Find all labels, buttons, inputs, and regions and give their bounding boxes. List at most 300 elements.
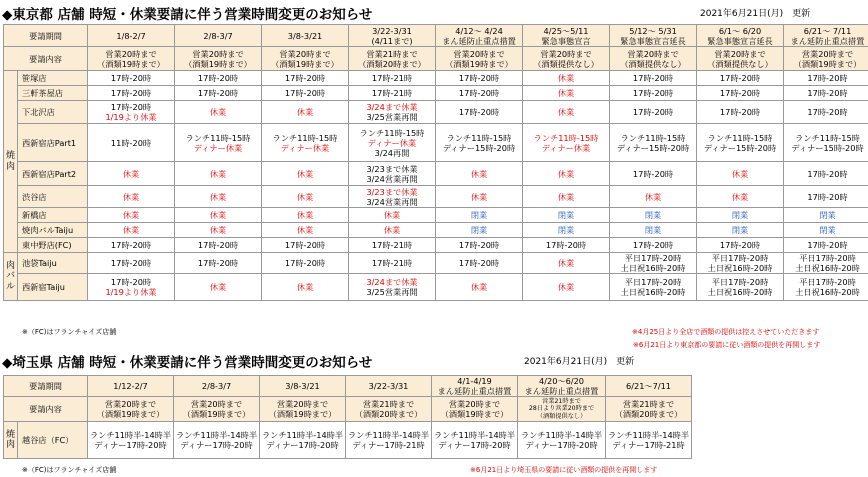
tokyo-schedule-line: 土日祝16時-20時 <box>707 263 773 273</box>
tokyo-content-label: 要請内容 <box>4 47 88 71</box>
tokyo-schedule-line: 17時-20時 <box>458 240 500 250</box>
tokyo-schedule-line: 閉業 <box>470 225 488 235</box>
tokyo-note-alcohol-resume: ※6月21日より東京都の要請に従い酒類の提供を再開します <box>633 341 821 349</box>
saitama-content-cell <box>432 397 518 422</box>
tokyo-schedule-cell <box>88 274 175 301</box>
text-line: ランチ11時半-14時半 <box>433 430 516 440</box>
text-line: 6/21～7/11 <box>626 381 671 391</box>
tokyo-schedule-line: 3/24まで休業 <box>366 277 418 287</box>
saitama-period-cell <box>432 376 518 397</box>
tokyo-period-row <box>4 25 868 47</box>
tokyo-schedule-line: 17時-20時 <box>197 88 239 98</box>
tokyo-schedule-line: ディナー15時-20時 <box>791 142 864 153</box>
tokyo-schedule-line: ランチ11時-15時 <box>795 132 860 143</box>
tokyo-schedule-line: 休業 <box>296 168 314 179</box>
text-line: ル <box>5 281 15 292</box>
tokyo-schedule-line: 休業 <box>731 168 749 179</box>
tokyo-schedule-line: 3/25営業再開 <box>366 112 418 122</box>
tokyo-store-name: 西新宿Taiju <box>18 274 88 301</box>
tokyo-schedule-cell <box>610 208 697 223</box>
text-line: 1/12-2/7 <box>113 381 148 391</box>
tokyo-schedule-line: 平日17時-20時 <box>624 277 682 287</box>
tokyo-schedule-cell <box>349 274 436 301</box>
saitama-updated-date: 2021年6月21日(月) 更新 <box>524 357 635 367</box>
tokyo-schedule-cell <box>523 124 610 162</box>
text-line: 営業20時まで <box>279 48 331 59</box>
tokyo-schedule-cell <box>262 124 349 162</box>
tokyo-schedule-cell <box>262 238 349 253</box>
tokyo-schedule-line: 休業 <box>209 210 227 220</box>
tokyo-schedule-line: ディナー休業 <box>367 137 417 148</box>
tokyo-schedule-cell <box>436 208 523 223</box>
text-line: ランチ11時半-14時半 <box>89 430 172 440</box>
text-line: （酒類19時まで） <box>184 58 252 69</box>
text-line: 3/8-3/21 <box>287 30 323 41</box>
saitama-content-cell <box>518 397 606 422</box>
tokyo-schedule-cell <box>697 124 784 162</box>
tokyo-schedule-cell <box>262 253 349 274</box>
tokyo-schedule-cell <box>175 253 262 274</box>
text-line: （酒類20時まで） <box>358 58 426 69</box>
tokyo-schedule-line: 17時-20時 <box>719 240 761 250</box>
tokyo-schedule-line: 17時-21時 <box>371 258 413 268</box>
tokyo-schedule-cell <box>784 101 868 124</box>
tokyo-schedule-line: 休業 <box>122 225 140 235</box>
tokyo-period-cell <box>88 25 175 47</box>
tokyo-schedule-line: 17時-20時 <box>807 240 848 250</box>
tokyo-schedule-line: 17時-20時 <box>719 73 761 83</box>
tokyo-schedule-cell <box>436 186 523 208</box>
tokyo-schedule-line: 休業 <box>383 225 401 235</box>
saitama-schedule-cell <box>346 422 432 459</box>
saitama-note-alcohol-resume: ※6月21日より埼玉県の要請に従い酒類の提供を再開します <box>470 466 658 474</box>
saitama-content-cell <box>260 397 346 422</box>
tokyo-schedule-line: 17時-20時 <box>197 258 239 268</box>
tokyo-schedule-line: ランチ11時-15時 <box>359 127 425 138</box>
tokyo-schedule-line: ディナー15時-20時 <box>442 142 516 153</box>
tokyo-schedule-line: 土日祝16時-20時 <box>707 287 773 297</box>
tokyo-schedule-line: ディナー休業 <box>193 142 243 153</box>
text-line: 営業21時まで <box>366 48 418 59</box>
tokyo-schedule-line: 17時-20時 <box>632 73 674 83</box>
tokyo-schedule-line: 休業 <box>644 191 662 202</box>
text-line: 6/1～ 6/20 <box>718 25 762 36</box>
saitama-period-cell <box>346 376 432 397</box>
tokyo-schedule-cell <box>88 162 175 186</box>
tokyo-schedule-line: ランチ11時-15時 <box>533 132 599 143</box>
text-line: 6/21～ 7/11 <box>803 25 852 36</box>
tokyo-schedule-line: 閉業 <box>731 210 749 220</box>
tokyo-schedule-line: 休業 <box>470 168 488 179</box>
tokyo-schedule-cell <box>175 162 262 186</box>
tokyo-schedule-line: 閉業 <box>470 210 488 220</box>
tokyo-schedule-line: 休業 <box>296 225 314 235</box>
text-line: バ <box>5 271 15 282</box>
tokyo-schedule-line: 休業 <box>122 191 140 202</box>
tokyo-schedule-line: 休業 <box>557 282 575 292</box>
tokyo-schedule-line: ディナー15時-20時 <box>616 142 690 153</box>
tokyo-schedule-line: 休業 <box>209 107 227 117</box>
tokyo-schedule-cell <box>175 238 262 253</box>
text-line: 2/8-3/7 <box>201 381 232 391</box>
text-line: ディナー17時-21時 <box>612 440 685 450</box>
tokyo-schedule-line: 17時-20時 <box>197 240 239 250</box>
tokyo-schedule-line: ディナー休業 <box>541 142 591 153</box>
saitama-content-row <box>4 397 692 422</box>
tokyo-schedule-cell <box>175 208 262 223</box>
text-line: 営業20時まで <box>192 48 244 59</box>
saitama-content-cell <box>346 397 432 422</box>
tokyo-schedule-line: 休業 <box>557 258 575 268</box>
text-line: 緊急事態宣言延長 <box>620 35 686 46</box>
text-line: 営業20時まで <box>190 399 243 409</box>
text-line: まん延防止重点措置 <box>790 35 865 46</box>
tokyo-schedule-line: 17時-20時 <box>632 168 674 179</box>
tokyo-schedule-cell <box>88 238 175 253</box>
tokyo-category-yakiniku <box>4 71 18 253</box>
tokyo-content-cell <box>88 47 175 71</box>
tokyo-schedule-cell <box>697 186 784 208</box>
saitama-schedule-cell <box>518 422 606 459</box>
tokyo-schedule-cell <box>262 162 349 186</box>
text-line: 3/22-3/31 <box>368 381 409 391</box>
tokyo-schedule-cell <box>610 162 697 186</box>
text-line: まん延防止重点措置 <box>524 386 599 396</box>
tokyo-schedule-cell <box>349 86 436 101</box>
text-line: 肉 <box>5 161 15 172</box>
text-line: 営業20時まで <box>448 399 501 409</box>
tokyo-schedule-cell <box>88 253 175 274</box>
tokyo-schedule-line: 休業 <box>209 282 227 292</box>
tokyo-content-cell <box>349 47 436 71</box>
tokyo-schedule-cell <box>697 253 784 274</box>
text-line: （酒類提供なし） <box>707 58 773 69</box>
tokyo-schedule-line: 休業 <box>209 225 227 235</box>
tokyo-schedule-line: 休業 <box>296 191 314 202</box>
text-line: ディナー17時-20時 <box>94 440 167 450</box>
tokyo-schedule-cell <box>697 86 784 101</box>
tokyo-schedule-cell <box>436 253 523 274</box>
text-line: ランチ11時半-14時半 <box>175 430 258 440</box>
tokyo-content-row <box>4 47 868 71</box>
tokyo-schedule-cell <box>610 186 697 208</box>
tokyo-schedule-line: 休業 <box>557 191 575 202</box>
tokyo-schedule-line: 土日祝16時-20時 <box>795 263 860 273</box>
tokyo-schedule-cell <box>523 208 610 223</box>
tokyo-store-name: 池袋Taiju <box>18 253 88 274</box>
tokyo-content-cell <box>523 47 610 71</box>
tokyo-schedule-cell <box>523 238 610 253</box>
tokyo-schedule-cell <box>784 162 868 186</box>
tokyo-schedule-cell <box>88 124 175 162</box>
tokyo-schedule-line: 休業 <box>470 191 488 202</box>
tokyo-schedule-table <box>3 24 868 301</box>
text-line: 営業20時まで <box>105 48 157 59</box>
text-line: ディナー17時-20時 <box>180 440 253 450</box>
saitama-store-name: 越谷店（FC） <box>18 422 88 459</box>
tokyo-schedule-line: 3/24営業再開 <box>366 173 418 184</box>
tokyo-schedule-cell <box>610 101 697 124</box>
tokyo-schedule-cell <box>697 208 784 223</box>
tokyo-schedule-line: ディナー15時-20時 <box>703 142 777 153</box>
tokyo-schedule-line: 17時-20時 <box>458 73 500 83</box>
tokyo-store-row <box>4 101 868 124</box>
tokyo-store-row <box>4 208 868 223</box>
text-line: （酒類提供なし） <box>620 58 686 69</box>
saitama-category-yakiniku <box>4 422 18 459</box>
tokyo-schedule-line: 17時-21時 <box>371 88 413 98</box>
text-line: （酒類19時まで） <box>97 58 165 69</box>
tokyo-schedule-line: 17時-20時 <box>110 240 152 250</box>
tokyo-schedule-line: 3/23まで休業 <box>366 163 418 174</box>
tokyo-schedule-cell <box>349 124 436 162</box>
tokyo-period-cell <box>175 25 262 47</box>
tokyo-content-cell <box>262 47 349 71</box>
tokyo-store-row <box>4 186 868 208</box>
text-line: ランチ11時半-14時半 <box>607 430 690 440</box>
tokyo-schedule-cell <box>436 101 523 124</box>
tokyo-schedule-cell <box>436 162 523 186</box>
text-line: 4/25～5/11 <box>543 25 589 36</box>
tokyo-schedule-line: 平日17時-20時 <box>799 277 856 287</box>
tokyo-schedule-cell <box>262 274 349 301</box>
text-line: 営業21時まで <box>622 399 675 409</box>
tokyo-schedule-line: 閉業 <box>644 225 662 235</box>
tokyo-schedule-cell <box>349 101 436 124</box>
tokyo-schedule-cell <box>523 274 610 301</box>
tokyo-schedule-line: 3/24再開 <box>374 147 410 158</box>
tokyo-schedule-line: 17時-20時 <box>807 73 848 83</box>
tokyo-content-cell <box>697 47 784 71</box>
saitama-period-row <box>4 376 692 397</box>
tokyo-schedule-line: 17時-20時 <box>807 88 848 98</box>
tokyo-store-name: 新橋店 <box>18 208 88 223</box>
tokyo-schedule-cell <box>610 86 697 101</box>
tokyo-schedule-cell <box>784 274 868 301</box>
tokyo-schedule-line: 17時-20時 <box>545 240 587 250</box>
tokyo-schedule-line: ディナー休業 <box>280 142 330 153</box>
tokyo-store-row <box>4 253 868 274</box>
tokyo-period-cell <box>262 25 349 47</box>
tokyo-store-row <box>4 162 868 186</box>
tokyo-schedule-line: 17時-20時 <box>197 73 239 83</box>
text-line: 営業20時まで <box>453 48 505 59</box>
tokyo-schedule-cell <box>784 238 868 253</box>
tokyo-schedule-cell <box>349 253 436 274</box>
tokyo-period-cell <box>523 25 610 47</box>
tokyo-store-row <box>4 124 868 162</box>
tokyo-schedule-line: 閉業 <box>731 225 749 235</box>
tokyo-schedule-line: 土日祝16時-20時 <box>795 287 860 297</box>
tokyo-schedule-line: 17時-20時 <box>458 258 500 268</box>
tokyo-schedule-cell <box>697 238 784 253</box>
tokyo-schedule-cell <box>523 253 610 274</box>
text-line: 焼 <box>5 429 15 440</box>
tokyo-schedule-cell <box>784 223 868 238</box>
tokyo-schedule-line: 休業 <box>383 210 401 220</box>
tokyo-schedule-line: 休業 <box>296 107 314 117</box>
tokyo-schedule-line: 17時-20時 <box>110 277 152 287</box>
tokyo-schedule-cell <box>175 274 262 301</box>
tokyo-schedule-cell <box>436 223 523 238</box>
tokyo-schedule-line: 休業 <box>296 282 314 292</box>
tokyo-schedule-cell <box>784 124 868 162</box>
tokyo-period-label: 要請期間 <box>4 25 88 47</box>
text-line: 緊急事態宣言延長 <box>707 35 773 46</box>
tokyo-schedule-cell <box>175 223 262 238</box>
text-line: ディナー17時-21時 <box>352 440 425 450</box>
text-line: 営業20時まで <box>104 399 157 409</box>
tokyo-store-name: 三軒茶屋店 <box>18 86 88 101</box>
tokyo-schedule-cell <box>175 186 262 208</box>
tokyo-schedule-line: 17時-20時 <box>110 73 152 83</box>
tokyo-schedule-cell <box>262 186 349 208</box>
tokyo-schedule-cell <box>697 274 784 301</box>
tokyo-store-row <box>4 274 868 301</box>
tokyo-schedule-line: 平日17時-20時 <box>711 277 769 287</box>
tokyo-schedule-line: 休業 <box>122 210 140 220</box>
text-line: （酒類20時まで） <box>354 409 423 419</box>
tokyo-store-row <box>4 223 868 238</box>
tokyo-schedule-line: 17時-20時 <box>632 240 674 250</box>
tokyo-schedule-cell <box>436 71 523 86</box>
tokyo-schedule-cell <box>175 71 262 86</box>
tokyo-schedule-line: 17時-20時 <box>110 88 152 98</box>
saitama-period-cell <box>88 376 174 397</box>
tokyo-schedule-cell <box>88 86 175 101</box>
tokyo-schedule-cell <box>784 208 868 223</box>
text-line: （酒類提供なし） <box>533 58 599 69</box>
text-line: ランチ11時半-14時半 <box>347 430 430 440</box>
tokyo-schedule-cell <box>175 124 262 162</box>
tokyo-schedule-line: ランチ11時-15時 <box>272 132 338 143</box>
tokyo-schedule-line: 17時-20時 <box>284 88 326 98</box>
text-line: 営業20時まで <box>276 399 329 409</box>
tokyo-schedule-cell <box>784 253 868 274</box>
tokyo-schedule-line: 閉業 <box>819 210 836 220</box>
text-line: （酒類20時まで） <box>614 409 683 419</box>
tokyo-schedule-cell <box>523 186 610 208</box>
text-line: （酒類提供なし） <box>536 412 587 420</box>
tokyo-schedule-cell <box>88 101 175 124</box>
tokyo-schedule-cell <box>175 101 262 124</box>
text-line: （酒類19時まで） <box>440 409 509 419</box>
tokyo-store-row <box>4 238 868 253</box>
tokyo-schedule-line: 17時-20時 <box>807 107 848 117</box>
tokyo-schedule-cell <box>436 86 523 101</box>
tokyo-schedule-cell <box>349 223 436 238</box>
tokyo-schedule-line: 17時-20時 <box>458 88 500 98</box>
tokyo-schedule-line: 17時-20時 <box>458 107 500 117</box>
text-line: 3/22-3/31 <box>372 25 412 36</box>
saitama-period-cell <box>260 376 346 397</box>
tokyo-schedule-line: 休業 <box>557 168 575 179</box>
tokyo-store-name: 東中野店(FC) <box>18 238 88 253</box>
tokyo-schedule-cell <box>262 208 349 223</box>
text-line: （酒類19時まで） <box>793 58 862 69</box>
tokyo-schedule-line: 平日17時-20時 <box>624 253 682 263</box>
tokyo-period-cell <box>697 25 784 47</box>
saitama-content-cell <box>88 397 174 422</box>
tokyo-store-name: 焼肉バルTaiju <box>18 223 88 238</box>
saitama-content-cell <box>174 397 260 422</box>
tokyo-schedule-cell <box>523 101 610 124</box>
text-line: （酒類19時まで） <box>268 409 337 419</box>
text-line: （酒類19時まで） <box>445 58 513 69</box>
text-line: 5/12～ 5/31 <box>629 25 677 36</box>
tokyo-schedule-cell <box>610 223 697 238</box>
tokyo-schedule-cell <box>349 238 436 253</box>
text-line: 営業20時まで <box>801 48 854 59</box>
tokyo-schedule-line: 17時-20時 <box>110 102 152 112</box>
tokyo-schedule-line: 休業 <box>209 168 227 179</box>
text-line: 営業21時まで <box>362 399 415 409</box>
saitama-period-cell <box>518 376 606 397</box>
tokyo-schedule-cell <box>436 238 523 253</box>
tokyo-schedule-cell <box>610 71 697 86</box>
tokyo-schedule-cell <box>784 186 868 208</box>
tokyo-schedule-line: 土日祝16時-20時 <box>620 287 686 297</box>
tokyo-schedule-line: 17時-20時 <box>632 88 674 98</box>
saitama-fc-note: ※（FC)はフランチャイズ店舗 <box>22 466 117 474</box>
tokyo-schedule-line: ランチ11時-15時 <box>185 132 251 143</box>
tokyo-store-row <box>4 86 868 101</box>
text-line: 肉 <box>5 260 15 271</box>
tokyo-schedule-line: 1/19より休業 <box>105 112 157 122</box>
text-line: （酒類19時まで） <box>182 409 251 419</box>
tokyo-schedule-line: 休業 <box>470 282 488 292</box>
tokyo-store-name: 笹塚店 <box>18 71 88 86</box>
tokyo-schedule-cell <box>697 223 784 238</box>
text-line: 4/12～ 4/24 <box>455 25 503 36</box>
text-line: 3/8-3/21 <box>285 381 320 391</box>
tokyo-period-cell <box>610 25 697 47</box>
tokyo-category-nikubaru <box>4 253 18 301</box>
tokyo-schedule-line: 3/24営業再開 <box>366 196 418 207</box>
saitama-section-title: ◆埼玉県 店舗 時短・休業要請に伴う営業時間変更のお知らせ <box>2 355 373 371</box>
text-line: ランチ11時半-14時半 <box>520 430 603 440</box>
tokyo-schedule-line: 休業 <box>557 73 575 83</box>
text-line: ディナー17時-20時 <box>266 440 339 450</box>
tokyo-period-cell <box>349 25 436 47</box>
tokyo-schedule-line: 休業 <box>209 191 227 202</box>
tokyo-schedule-line: 3/24まで休業 <box>366 102 418 112</box>
tokyo-schedule-line: 平日17時-20時 <box>711 253 769 263</box>
text-line: (4/11まで) <box>371 35 413 46</box>
tokyo-content-cell <box>610 47 697 71</box>
tokyo-store-name: 西新宿店Part2 <box>18 162 88 186</box>
text-line: 2/8-3/7 <box>203 30 233 41</box>
tokyo-schedule-cell <box>349 71 436 86</box>
text-line: （酒類19時まで） <box>271 58 339 69</box>
tokyo-schedule-line: 17時-20時 <box>284 73 326 83</box>
tokyo-content-cell <box>436 47 523 71</box>
tokyo-schedule-cell <box>262 223 349 238</box>
tokyo-content-cell <box>175 47 262 71</box>
tokyo-schedule-line: 17時-21時 <box>371 240 413 250</box>
tokyo-schedule-cell <box>349 162 436 186</box>
text-line: 4/20～6/20 <box>539 376 584 386</box>
tokyo-schedule-line: 17時-20時 <box>110 258 152 268</box>
text-line: 焼 <box>5 151 15 162</box>
tokyo-schedule-cell <box>262 71 349 86</box>
text-line: 肉 <box>5 440 15 450</box>
tokyo-section-title: ◆東京都 店舗 時短・休業要請に伴う営業時間変更のお知らせ <box>2 7 373 23</box>
saitama-schedule-cell <box>88 422 174 459</box>
tokyo-updated-date: 2021年6月21日(月) 更新 <box>700 9 811 19</box>
tokyo-schedule-line: 17時-20時 <box>719 107 761 117</box>
tokyo-schedule-line: 休業 <box>296 210 314 220</box>
